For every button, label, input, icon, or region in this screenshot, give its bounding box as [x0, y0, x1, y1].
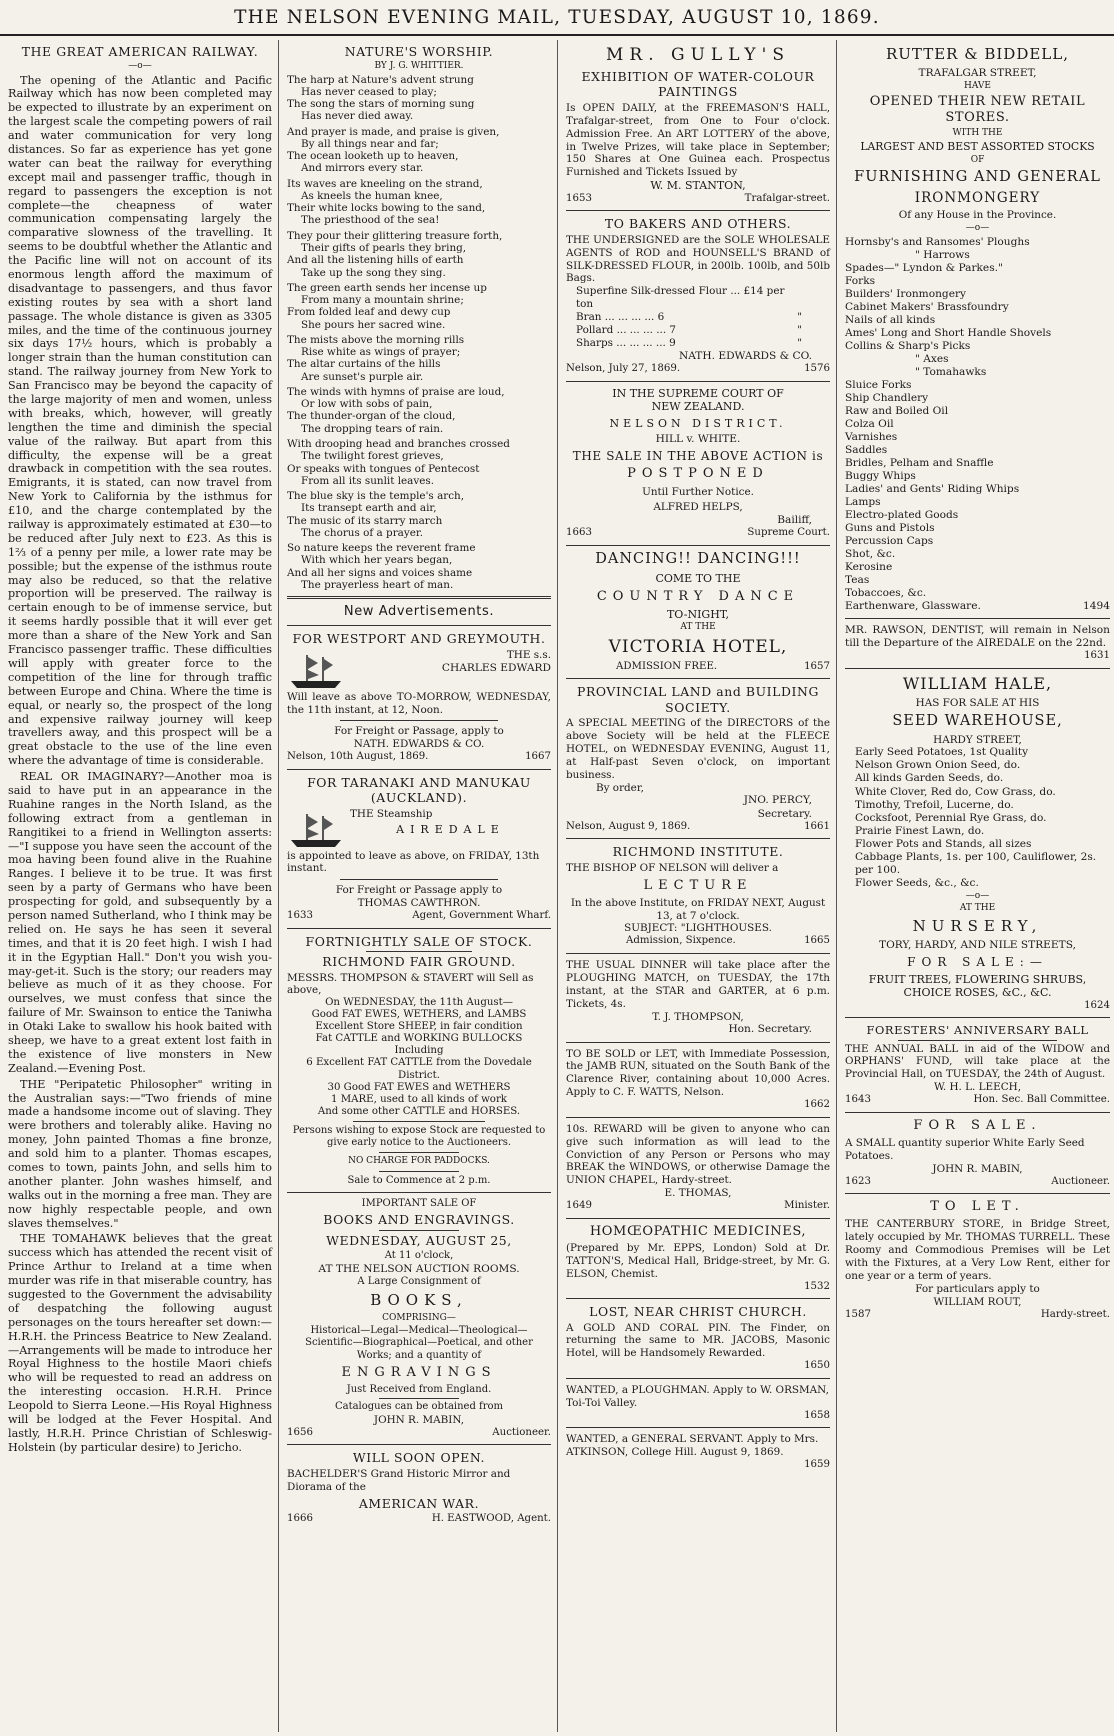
ad-reward: 10s. REWARD will be given to anyone who can give such information as will lead to the Conviction of any Person or Persons who may BREAK the WINDOWS, or otherwise Damage the UNION CHAPEL, Hardy-street. E. THOMAS, 1649 Minister. [566, 1122, 830, 1212]
ad-stock-sale: FORTNIGHTLY SALE OF STOCK. RICHMOND FAIR GROUND. MESSRS. THOMPSON & STAVERT will Sell as above, On WEDNESDAY, the 11th August— Good FAT EWES, WETHERS, and LAMBS Excellent Store SHEEP, in fair condition Fat CATTLE and WORKING BULLOCKS Including 6 Excellent FAT CATTLE from the Dovedale District. 30 Good FAT EWES and WETHERS 1 MARE, used to all kinds of work And some other CATTLE and HORSES. Persons wishing to expose Stock are requested to give early notice to the Auctioneers. NO CHARGE FOR PADDOCKS. Sale to Commence at 2 p.m. [287, 933, 546, 1186]
poem-author: BY J. G. WHITTIER. [374, 61, 464, 72]
ad-lost-pin: LOST, NEAR CHRIST CHURCH. A GOLD AND CORAL PIN. The Finder, on returning the same to MR. JACOBS, Masonic Hotel, will be Handsomely Rewarded. 1650 [566, 1304, 830, 1372]
ad-richmond-institute: RICHMOND INSTITUTE. THE BISHOP OF NELSON will deliver a LECTURE In the above Institute, on FRIDAY NEXT, August 13, at 7 o'clock. SUBJECT: "LIGHTHOUSES. Admission, Sixpence. 1665 [566, 844, 830, 947]
stanza: And prayer is made, and praise is given, By all things near and far; The ocean looketh up to heaven, And mirrors every star. [287, 125, 500, 175]
divider: —o— [128, 61, 152, 72]
article-title-railway: THE GREAT AMERICAN RAILWAY. [21, 44, 259, 59]
ad-ploughing-dinner: THE USUAL DINNER will take place after the PLOUGHING MATCH, on TUESDAY, the 17th instant, at the STAR and GARTER, at 6 p.m. Tickets, 4s. T. J. THOMPSON, Hon. Secretary. [566, 959, 830, 1036]
stanza: The mists above the morning rills Rise white as wings of prayer; The altar curtains of the hills Are sunset's purple air. [287, 333, 465, 383]
stanza: The harp at Nature's advent strung Has never ceased to play; The song the stars of morning sung Has never died away. [287, 73, 475, 123]
article-railway-body: The opening of the Atlantic and Pacific Railway which has now been completed may be expected to illustrate by an experiment on the largest scale the competing powers of rail and water communication for very long distances. So far as experience has yet gone water can beat the railway for everything except mail and passenger traffic, though in regard to passengers the exception is not complete—the cheapness of water communication compensating largely the comparative slowness of the travelling. It seems to be doubtful whether the Atlantic and the Pacific line will not on account of its enormous length afford the maximum of disadvantage to passengers, and thus favor existing routes by sea with a short land passage. The whole distance is given as 3305 miles, and the time of the continuous journey six days 17½ hours, which is probably a longer strain than the human constitution can stand. The railway journey from New York to San Francisco may be beyond the capacity of the large majority of men and women, unless with breaks, which, however, will greatly lengthen the time and diminish the special value of the railway. But apart from this difficulty, the expense will be a great drawback in competition with the sea routes. Emigrants, it is stated, can now travel from New York to California by the isthmus for £10, and the charge contemplated by the railway is approximately estimated at £30—to be reduced after July next to £23. As this is 1⅔ of a penny per mile, a lower rate may be possible; but the expense of the isthmus route may also be reduced, so that the relative proportion will be preserved. The railway is certain enough to be of immense service, but it seems hardly possible that it will ever get more than a share of the New York and San Francisco passenger traffic. These difficulties will apply with greater force to the competition of the line for through traffic between Europe and China. Where the time is equal, or nearly so, the prospect of the long and expensive railway journey will keep travellers away, and this prospect will be a great obstacle to the use of the line even where the advantage of time is considerable. [8, 73, 272, 768]
column-4 [839, 40, 1114, 1732]
ad-dancing: DANCING!! DANCING!!! COME TO THE COUNTRY DANCE TO-NIGHT, AT THE VICTORIA HOTEL, ADMISSION FREE. 1657 [595, 551, 830, 672]
stanza: The green earth sends her incense up From many a mountain shrine; From folded leaf and dewy cup She pours her sacred wine. [287, 281, 487, 331]
ship-icon [287, 651, 345, 691]
stanza: The blue sky is the temple's arch, Its transept earth and air, The music of its starry march The chorus of a prayer. [287, 490, 465, 539]
ad-servant: WANTED, a GENERAL SERVANT. Apply to Mrs. ATKINSON, College Hill. August 9, 1869. 1659 [566, 1433, 830, 1471]
stanza: They pour their glittering treasure forth, Their gifts of pearls they bring, And all the listening hills of earth Take up the song they sing. [287, 229, 503, 279]
ad-taranaki: FOR TARANAKI AND MANUKAU (AUCKLAND). THE Steamship AIREDALE is appointed to leave as above, on FRIDAY, 13th instant. For Freight or Passage apply to THOMAS CAWTHRON. 1633 Agent, Government Wharf. [287, 774, 551, 922]
article-philosopher: THE "Peripatetic Philosopher" writing in the Australian says:—"Two friends of mine made a handsome income out of slaving. They were brothers and tolerably alike. Having no money, John painted Thomas a fine bronze, and sold him to a planter. Thomas escapes, comes to town, paints John, and sells him to another planter. John washes himself, and walks out in the morning a free man. They are now highly respectable people, and own slaves themselves." [8, 1077, 272, 1230]
ship-icon [287, 810, 345, 850]
masthead: THE NELSON EVENING MAIL, TUESDAY, AUGUST 10, 1869. [0, 0, 1114, 36]
stanza: The winds with hymns of praise are loud, Or low with sobs of pain, The thunder-organ of the cloud, The dropping tears of rain. [287, 385, 505, 435]
column-1 [2, 40, 279, 1732]
stanza: With drooping head and branches crossed The twilight forest grieves, Or speaks with tongues of Pentecost From all its sunlit leaves. [287, 437, 510, 487]
ad-jamb-run: TO BE SOLD or LET, with Immediate Possession, the JAMB RUN, situated on the South Bank of the Clarence River, containing about 10,000 Acres. Apply to C. F. WATTS, Nelson. 1662 [566, 1047, 830, 1111]
columns [0, 36, 1114, 1732]
column-2 [281, 40, 558, 1732]
seed-list: Early Seed Potatoes, 1st Quality Nelson Grown Onion Seed, do. All kinds Garden Seeds, do. White Clover, Red do, Cow Grass, do. Timothy, Trefoil, Lucerne, do. Cocksfoot, Perennial Rye Grass, do. Prairie Finest Lawn, do. Flower Pots and Stands, all sizes Cabbage Plants, 1s. per 100, Cauliflower, 2s. per 100. Flower Seeds, &c., &c. [855, 746, 1097, 889]
ad-supreme-court: IN THE SUPREME COURT OF NEW ZEALAND. NELSON DISTRICT. HILL v. WHITE. THE SALE IN THE ABOVE ACTION is POSTPONED Until Further Notice. ALFRED HELPS, Bailiff, 1663 Supreme Court. [566, 386, 830, 539]
poem [287, 74, 551, 592]
ironmongery-list: Hornsby's and Ransomes' Ploughs " Harrows Spades—" Lyndon & Parkes." Forks Builders' Ironmongery Cabinet Makers' Brassfoundry Nails of all kinds Ames' Long and Short Handle Shovels Collins & Sharp's Picks " Axes " Tomahawks Sluice Forks Ship Chandlery Raw and Boiled Oil Colza Oil Varnishes Saddles Bridles, Pelham and Snaffle Buggy Whips Ladies' and Gents' Riding Whips Lamps Electro-plated Goods Guns and Pistols Percussion Caps Shot, &c. Kerosine Teas Tobaccoes, &c. Earthenware, Glassware. 1494 [845, 235, 1110, 612]
ad-rawson: MR. RAWSON, DENTIST, will remain in Nelson till the Departure of the AIREDALE on the 22nd. 1631 [845, 623, 1110, 662]
ad-william-hale: WILLIAM HALE, HAS FOR SALE AT HIS SEED WAREHOUSE, HARDY STREET, Early Seed Potatoes, 1st Quality Nelson Grown Onion Seed, do. All kinds Garden Seeds, do. White Clover, Red do, Cow Grass, do. Timothy, Trefoil, Lucerne, do. Cocksfoot, Perennial Rye Grass, do. Prairie Finest Lawn, do. Flower Pots and Stands, all sizes Cabbage Plants, 1s. per 100, Cauliflower, 2s. per 100. Flower Seeds, &c., &c. —o— AT THE NURSERY, TORY, HARDY, AND NILE STREETS, FOR SALE:— FRUIT TREES, FLOWERING SHRUBS, CHOICE ROSES, &C., &C. 1624 [845, 674, 1110, 1013]
ad-war-diorama: WILL SOON OPEN. BACHELDER'S Grand Historic Mirror and Diorama of the AMERICAN WAR. 1666 H. EASTWOOD, Agent. [287, 1450, 551, 1524]
ad-homoeopathic: HOMŒOPATHIC MEDICINES, (Prepared by Mr. EPPS, London) Sold at Dr. TATTON'S, Medical Hall, Bridge-street, by Mr. G. ELSON, Chemist. 1532 [566, 1223, 830, 1292]
poem-title: NATURE'S WORSHIP. [344, 44, 494, 59]
ad-ploughman: WANTED, a PLOUGHMAN. Apply to W. ORSMAN, Toi-Toi Valley. 1658 [566, 1383, 830, 1421]
article-tomahawk: THE TOMAHAWK believes that the great success which has attended the recent visit of Prince Arthur to Ireland at a time when murder was rife in that miserable country, has suggested to the Government the advisability of despatching the following august personages on the tours hereafter set down:—H.R.H. the Princess Beatrice to New Zealand.—Arrangements will be made to introduce her Royal Highness to the hostile Maori chiefs who will be requested to read an address on the interesting occasion. H.R.H. Prince Leopold to Sierra Leone.—His Royal Highness will be lodged at the Fever Hospital. And lastly, H.R.H. Prince Christian of Schleswig-Holstein (by particular desire) to Jericho. [8, 1232, 272, 1454]
ad-land-society: PROVINCIAL LAND and BUILDING SOCIETY. A SPECIAL MEETING of the DIRECTORS of the above Society will be held at the FLEECE HOTEL, on WEDNESDAY EVENING, August 11, at Half-past Seven o'clock, on important business. By order, JNO. PERCY, Secretary. Nelson, August 9, 1869. 1661 [566, 684, 830, 832]
column-3 [560, 40, 837, 1732]
ad-bakers: TO BAKERS AND OTHERS. THE UNDERSIGNED are the SOLE WHOLESALE AGENTS of ROD and HOUNSELL'S BRAND of SILK-DRESSED FLOUR, in 200lb. 100lb, and 50lb Bags. Superfine Silk-dressed Flour ... £14 per ton Bran ... ... ... ... 6 " Pollard ... ... ... ... 7 " Sharps ... ... ... ... 9 " NATH. EDWARDS & CO. Nelson, July 27, 1869. 1576 [566, 216, 830, 374]
ad-books-sale: IMPORTANT SALE OF BOOKS AND ENGRAVINGS. WEDNESDAY, AUGUST 25, At 11 o'clock, AT THE NELSON AUCTION ROOMS. A Large Consignment of BOOKS, COMPRISING— Historical—Legal—Medical—Theological—Scientific—Biographical—Poetical, and other Works; and a quantity of ENGRAVINGS Just Received from England. Catalogues can be obtained from JOHN R. MABIN, 1656 Auctioneer. [287, 1197, 551, 1438]
stanza: Its waves are kneeling on the strand, As kneels the human knee, Their white locks bowing to the sand, The priesthood of the sea! [287, 177, 486, 227]
ad-to-let: TO LET. THE CANTERBURY STORE, in Bridge Street, lately occupied by Mr. THOMAS TURRELL. These Roomy and Commodious Premises will be Let with the Fixtures, at a Very Low Rent, either for one year or a term of years. For particulars apply to WILLIAM ROUT, 1587 Hardy-street. [845, 1199, 1110, 1320]
ad-foresters-ball: FORESTERS' ANNIVERSARY BALL THE ANNUAL BALL in aid of the WIDOW and ORPHANS' FUND, will take place at the Provincial Hall, on TUESDAY, the 24th of August. W. H. L. LEECH, 1643 Hon. Sec. Ball Committee. [845, 1023, 1110, 1106]
stanza: So nature keeps the reverent frame With which her years began, And all her signs and voices shame The prayerless heart of man. [287, 542, 476, 591]
ad-gully-exhibition: MR. GULLY'S EXHIBITION OF WATER-COLOUR PAINTINGS Is OPEN DAILY, at the FREEMASON'S HALL, Trafalgar-street, from One to Four o'clock. Admission Free. An ART LOTTERY of the above, in Twelve Prizes, will take place in September; 150 Shares at One Guinea each. Prospectus Furnished and Tickets Issued by W. M. STANTON, 1653 Trafalgar-street. [566, 45, 830, 204]
ad-rutter-biddell: RUTTER & BIDDELL, TRAFALGAR STREET, HAVE OPENED THEIR NEW RETAIL STORES. WITH THE LARGEST AND BEST ASSORTED STOCKS OF FURNISHING AND GENERAL IRONMONGERY Of any House in the Province. —o— Hornsby's and Ransomes' Ploughs " Harrows Spades—" Lyndon & Parkes." Forks Builders' Ironmongery Cabinet Makers' Brassfoundry Nails of all kinds Ames' Long and Short Handle Shovels Collins & Sharp's Picks " Axes " Tomahawks Sluice Forks Ship Chandlery Raw and Boiled Oil Colza Oil Varnishes Saddles Bridles, Pelham and Snaffle Buggy Whips Ladies' and Gents' Riding Whips Lamps Electro-plated Goods Guns and Pistols Percussion Caps Shot, &c. Kerosine Teas Tobaccoes, &c. Earthenware, Glassware. 1494 [845, 45, 1110, 612]
article-moa: REAL OR IMAGINARY?—Another moa is said to have put in an appearance in the Ruahine ranges in the North Island, as the following extract from a gentleman in Rangitikei to a friend in Wellington asserts:—"I suppose you have seen the account of the moa having been found alive in the Ruahine Ranges. I believe it to be true. It was first seen by a party of Germans who have been prospecting for gold, and subsequently by a person named Sutherland, who I think may be relied on. He says he has seen it several times, and that it is 20 feet high. I wish I had it in the Egyptian Hall." Don't you wish you-may-get-it. Such is the story; our readers may believe as much of it as they choose. For ourselves, we must confess that since the failure of Mr. Swainson to entice the Taniwha in Otaki Lake to swallow his hook baited with sheep, we have to a great extent lost faith in the existence of live monsters in New Zealand.—Evening Post. [8, 770, 272, 1075]
ad-westport: FOR WESTPORT AND GREYMOUTH. THE s.s. CHARLES EDWARD Will leave as above TO-MORROW, WEDNESDAY, the 11th instant, at 12, Noon. For Freight or Passage, apply to NATH. EDWARDS & CO. Nelson, 10th August, 1869. 1667 [287, 631, 551, 763]
new-advertisements-heading: New Advertisements. [343, 604, 495, 620]
ad-for-sale-potatoes: FOR SALE. A SMALL quantity superior White Early Seed Potatoes. JOHN R. MABIN, 1623 Auctioneer. [845, 1117, 1110, 1187]
